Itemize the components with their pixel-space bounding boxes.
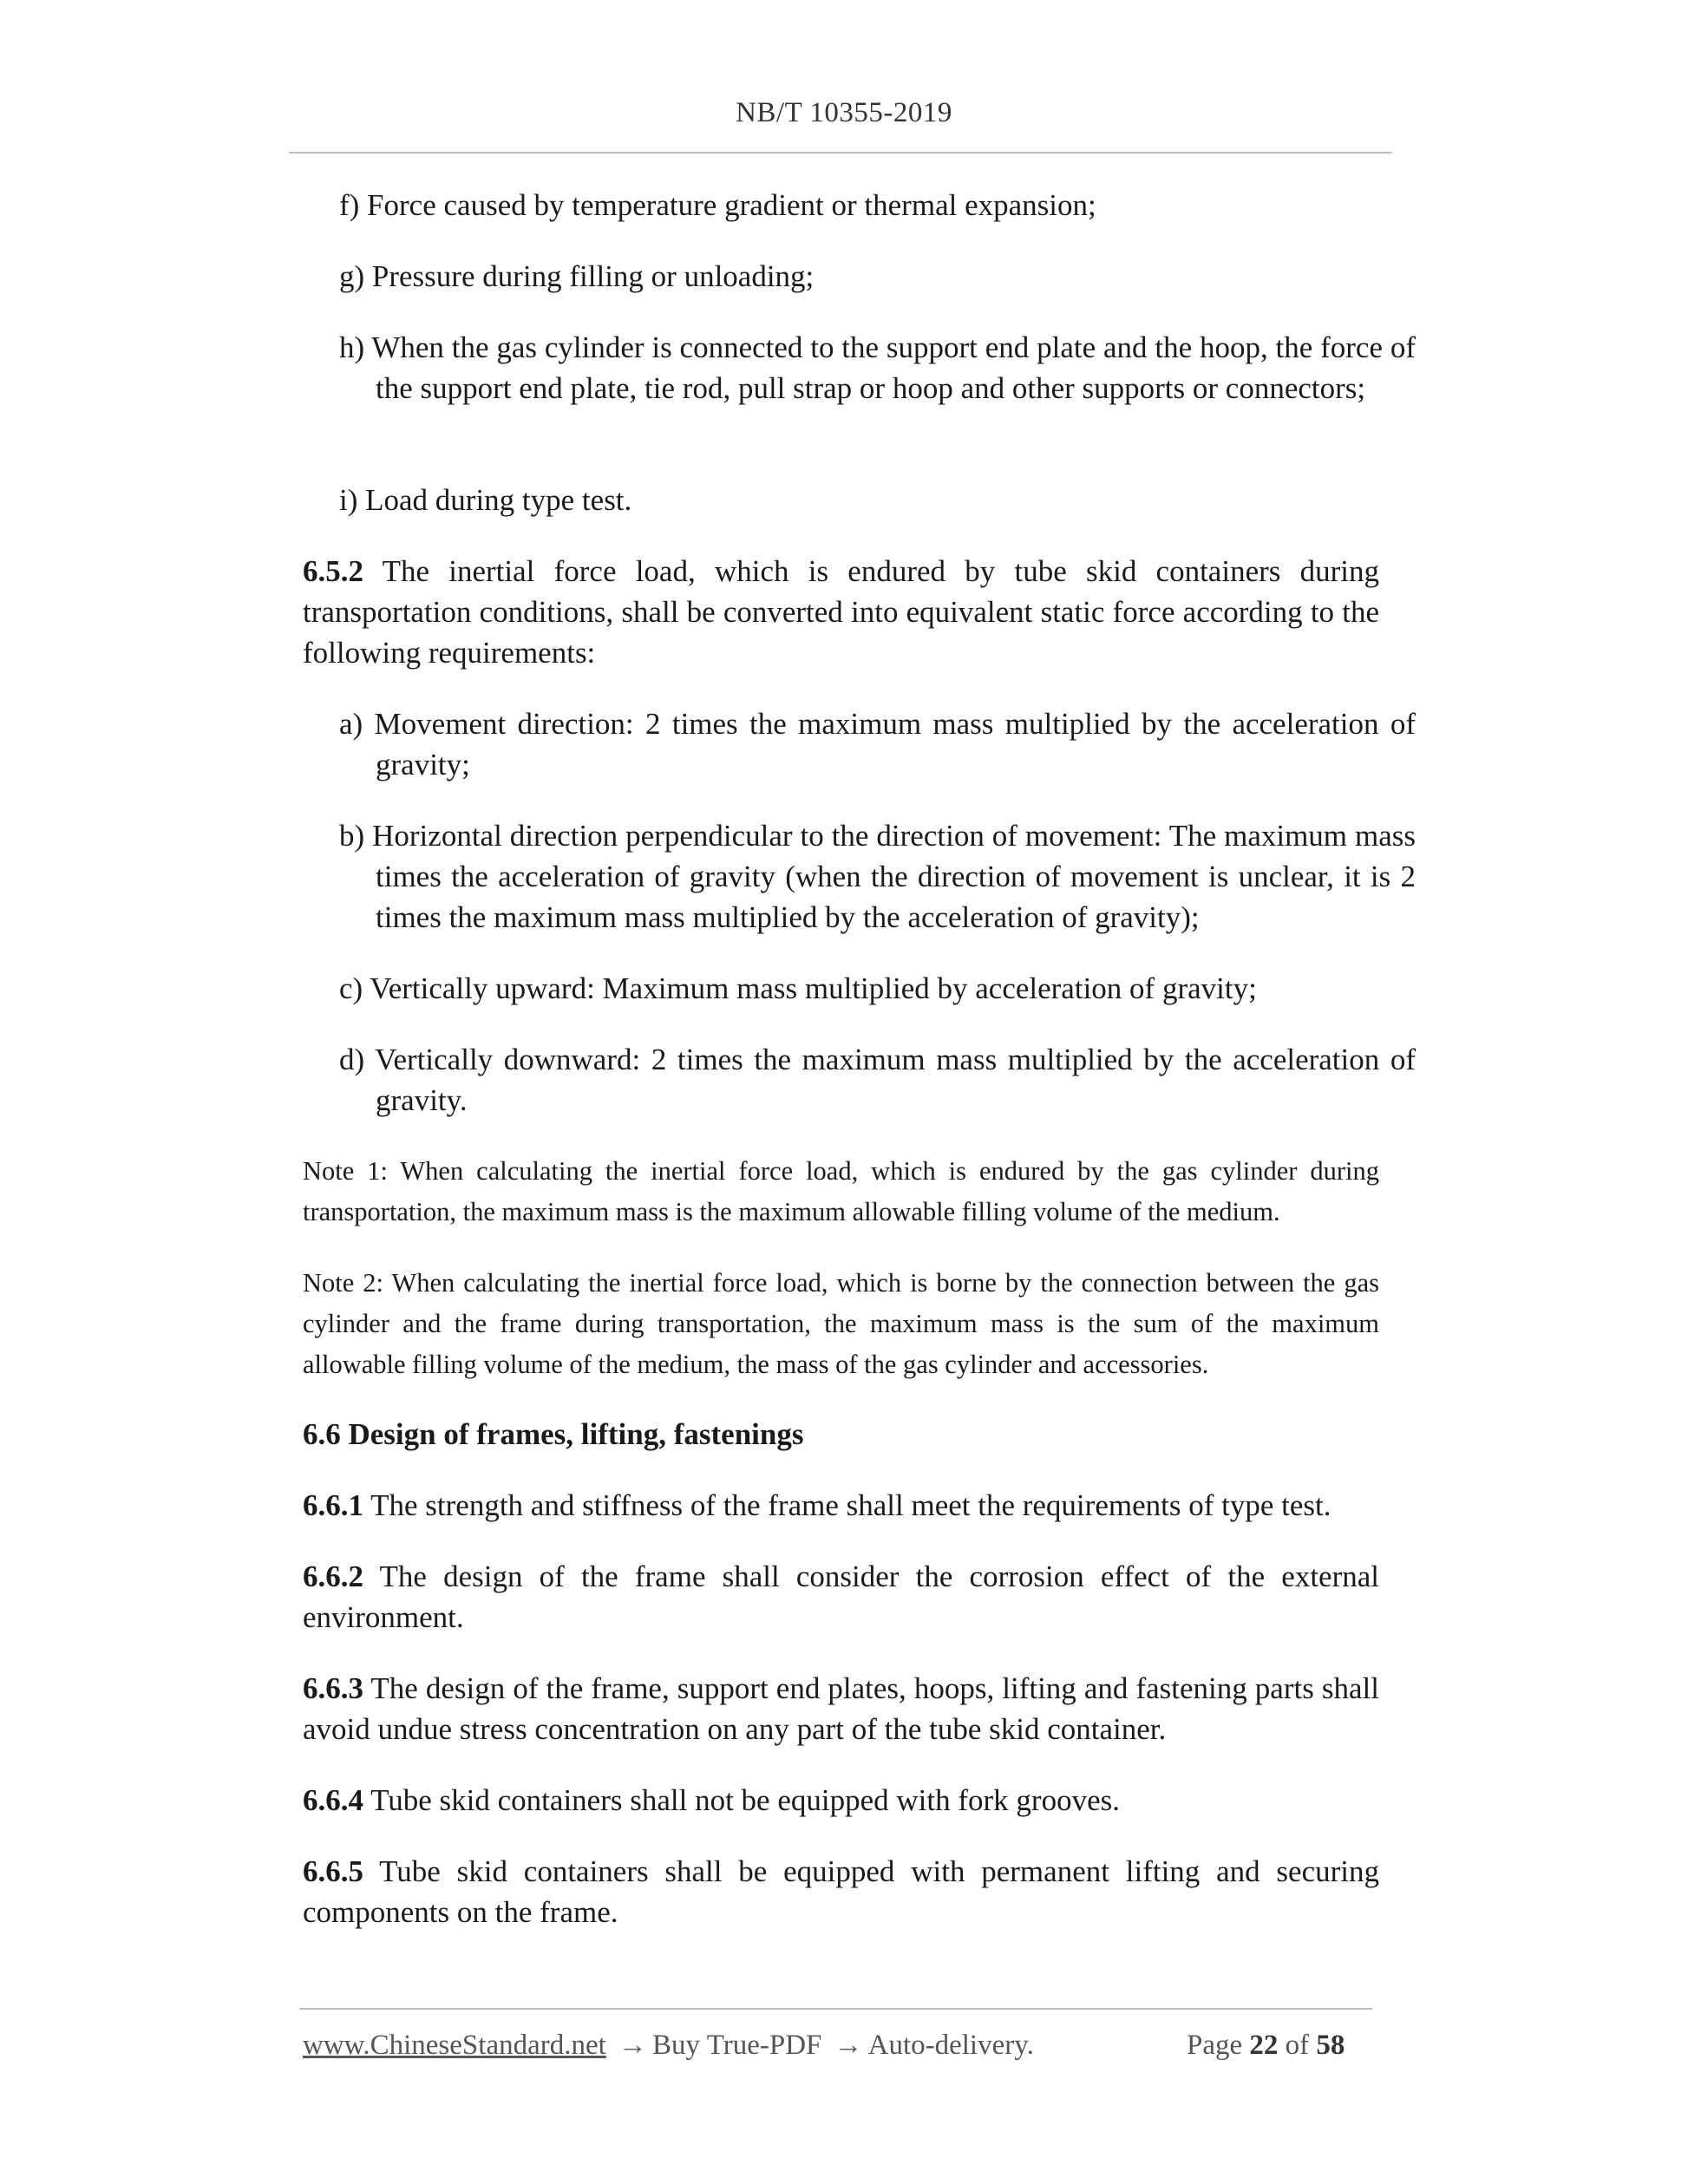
of-label: of bbox=[1285, 2030, 1310, 2061]
note-1: Note 1: When calculating the inertial force load, which is endured by the gas cylinder during transportation, the maximum mass is the maximum allowable filling volume of the medium. bbox=[303, 1156, 1379, 1226]
clause-text: The strength and stiffness of the frame shall meet the requirements of type test. bbox=[363, 1488, 1331, 1522]
clause-number: 6.6.3 bbox=[303, 1671, 363, 1705]
clause-6-5-2 bbox=[303, 551, 1379, 673]
auto-delivery-text: Auto-delivery. bbox=[867, 2030, 1034, 2061]
header-divider bbox=[289, 152, 1392, 154]
footer-divider bbox=[299, 2008, 1372, 2010]
list-item-i: i) Load during type test. bbox=[339, 483, 632, 517]
list-item-b: b) Horizontal direction perpendicular to the direction of movement: The maximum mass times the acceleration of gravity (when the direction of movement is unclear, it is 2 times the maximum mass multiplied by the acceleration of gravity); bbox=[339, 819, 1416, 934]
note-2: Note 2: When calculating the inertial force load, which is borne by the connection between the gas cylinder and the frame during transportation, the maximum mass is the sum of the maximum allowable filling volume of the medium, the mass of the gas cylinder and accessories. bbox=[303, 1268, 1379, 1379]
page-label: Page bbox=[1187, 2030, 1243, 2061]
clause-number: 6.6.5 bbox=[303, 1854, 363, 1888]
list-item-a: a) Movement direction: 2 times the maximum mass multiplied by the acceleration of gravity; bbox=[339, 707, 1416, 781]
list-item-g: g) Pressure during filling or unloading; bbox=[339, 259, 815, 293]
document-code: NB/T 10355-2019 bbox=[736, 97, 952, 128]
current-page-number: 22 bbox=[1249, 2030, 1279, 2061]
page-counter bbox=[1187, 2030, 1345, 2062]
section-heading-6-6: 6.6 Design of frames, lifting, fastenings bbox=[303, 1417, 804, 1451]
clause-text: The design of the frame, support end plates, hoops, lifting and fastening parts shall avoid undue stress concentration on any part of the tube skid container. bbox=[303, 1671, 1379, 1746]
clause-text: The design of the frame shall consider the corrosion effect of the external environment. bbox=[303, 1560, 1379, 1634]
list-item-d: d) Vertically downward: 2 times the maximum mass multiplied by the acceleration of gravity. bbox=[339, 1043, 1416, 1117]
clause-6-6-5 bbox=[303, 1851, 1379, 1932]
list-item-f: f) Force caused by temperature gradient or thermal expansion; bbox=[339, 188, 1096, 222]
clause-6-6-4 bbox=[303, 1780, 1379, 1821]
buy-pdf-text: Buy True-PDF bbox=[652, 2030, 822, 2061]
clause-number: 6.6.4 bbox=[303, 1783, 363, 1817]
list-item-h: h) When the gas cylinder is connected to the support end plate and the hoop, the force of the support end plate, tie rod, pull strap or hoop and other supports or connectors; bbox=[339, 330, 1416, 405]
clause-6-6-3 bbox=[303, 1668, 1379, 1749]
clause-number: 6.6.1 bbox=[303, 1488, 363, 1522]
footer-promo bbox=[303, 2030, 1034, 2062]
website-link[interactable]: www.ChineseStandard.net bbox=[303, 2030, 606, 2061]
total-pages-number: 58 bbox=[1316, 2030, 1345, 2061]
clause-text: Tube skid containers shall be equipped with permanent lifting and securing components on the frame. bbox=[303, 1854, 1379, 1929]
clause-6-6-1 bbox=[303, 1485, 1379, 1526]
clause-number: 6.5.2 bbox=[303, 554, 363, 588]
clause-6-6-2 bbox=[303, 1556, 1379, 1638]
clause-text: Tube skid containers shall not be equipped with fork grooves. bbox=[363, 1783, 1120, 1817]
arrow-right-icon: → bbox=[834, 2030, 863, 2061]
list-item-c: c) Vertically upward: Maximum mass multiplied by acceleration of gravity; bbox=[339, 971, 1257, 1005]
clause-text: The inertial force load, which is endured by tube skid containers during transportation conditions, shall be converted into equivalent static force according to the following requirements: bbox=[303, 554, 1379, 670]
clause-number: 6.6.2 bbox=[303, 1560, 363, 1593]
arrow-right-icon: → bbox=[618, 2030, 648, 2061]
